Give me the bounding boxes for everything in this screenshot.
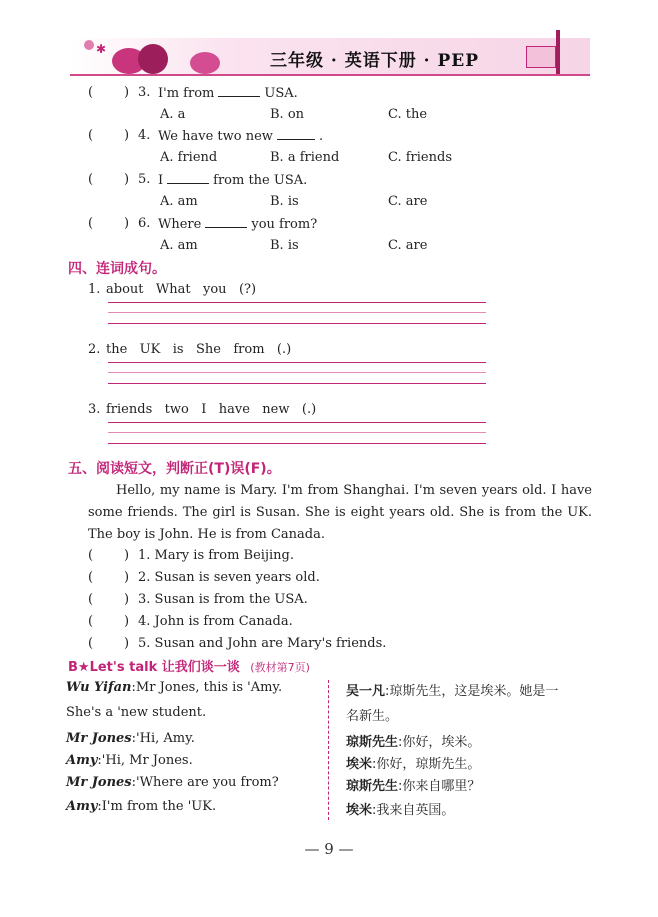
stem-part-b: USA. [264,86,298,101]
translation-separator: : [372,803,377,818]
question-number: 6. [138,216,151,231]
scramble-words: about What you (?) [106,282,257,297]
tree-icon [556,30,560,74]
translation-text: 你好，埃米。 [402,735,481,750]
dialogue-line [66,753,193,768]
answer-blank[interactable] [167,172,209,184]
answer-blank[interactable] [205,216,247,228]
translation-text: 你好，琼斯先生。 [376,757,481,772]
decor-blob-4 [84,40,94,50]
speaker-name: Mr Jones [66,731,132,746]
star-icon: ✱ [96,42,107,56]
option-a[interactable]: A. a [160,107,186,122]
translation-line [346,680,558,699]
speaker-separator: : [97,753,102,768]
writing-line[interactable] [108,312,486,313]
dialogue-text: 'Hi, Amy. [136,731,195,746]
scramble-number: 1. [88,282,101,297]
stem-part-b: . [318,129,324,144]
scramble-number: 3. [88,402,101,417]
stem-part-a: I'm from [158,86,215,101]
answer-paren-close[interactable]: ) [124,85,130,100]
dialogue-text: She's a 'new student. [66,705,207,720]
section5-title: 五、阅读短文，判断正(T)误(F)。 [68,461,281,477]
answer-paren-open[interactable]: ( [88,216,94,231]
speaker-separator: : [97,799,102,814]
option-b[interactable]: B. on [270,107,305,122]
tf-statement: 3. Susan is from the USA. [138,592,308,607]
translation-separator: : [372,757,377,772]
writing-line[interactable] [108,432,486,433]
translation-line [346,775,480,794]
translation-speaker: 埃米 [346,757,373,772]
translation-line [346,731,480,750]
translation-text: 名新生。 [346,709,399,724]
option-c[interactable]: C. are [388,194,428,209]
translation-line [346,753,480,772]
translation-separator: : [385,684,390,699]
option-c[interactable]: C. are [388,238,428,253]
tf-paren-open[interactable]: ( [88,614,94,629]
dialogue-divider [328,680,329,820]
writing-line[interactable] [108,302,486,303]
writing-line[interactable] [108,383,486,384]
translation-text: 琼斯先生，这是埃米。她是一 [389,684,559,699]
speaker-separator: : [131,680,136,695]
talk-title-text: B★Let's talk 让我们谈一谈 [68,660,240,675]
answer-paren-open[interactable]: ( [88,85,94,100]
tf-statement: 1. Mary is from Beijing. [138,548,294,563]
question-stem [158,216,317,232]
tf-paren-close[interactable]: ) [124,592,130,607]
answer-blank[interactable] [277,128,315,140]
option-a[interactable]: A. friend [160,150,218,165]
writing-line[interactable] [108,422,486,423]
tf-paren-close[interactable]: ) [124,548,130,563]
translation-separator: : [398,779,403,794]
option-c[interactable]: C. the [388,107,428,122]
translation-text: 你来自哪里？ [402,779,481,794]
writing-line[interactable] [108,443,486,444]
question-stem [158,85,298,101]
header-underline [70,74,590,76]
speaker-name: Amy [66,753,98,768]
answer-paren-close[interactable]: ) [124,172,130,187]
dialogue-text: I'm from the 'UK. [101,799,217,814]
speaker-separator: : [131,731,137,746]
page-number: — 9 — [304,840,354,858]
option-b[interactable]: B. a friend [270,150,340,165]
reading-passage: Hello, my name is Mary. I'm from Shanghai. I'm seven years old. I have some friends. The girl is Susan. She is eight years old. She is from the UK. The boy is John. He is from Canada. [88,483,592,542]
translation-text: 我来自英国。 [376,803,455,818]
option-c[interactable]: C. friends [388,150,452,165]
option-b[interactable]: B. is [270,238,299,253]
scramble-words: friends two I have new (.) [106,402,317,417]
translation-speaker: 埃米 [346,803,373,818]
dialogue-line [66,731,195,746]
tf-statement: 2. Susan is seven years old. [138,570,320,585]
tf-paren-open[interactable]: ( [88,548,94,563]
speaker-separator: : [131,775,137,790]
dialogue-line [66,775,279,790]
answer-blank[interactable] [218,85,260,97]
stem-part-b: you from? [251,217,318,232]
house-icon [526,46,556,68]
dialogue-text: 'Where are you from? [136,775,279,790]
writing-line[interactable] [108,372,486,373]
option-a[interactable]: A. am [160,238,198,253]
option-b[interactable]: B. is [270,194,299,209]
stem-part-a: Where [158,217,202,232]
tf-paren-close[interactable]: ) [124,614,130,629]
answer-paren-open[interactable]: ( [88,128,94,143]
question-number: 4. [138,128,151,143]
scramble-number: 2. [88,342,101,357]
tf-statement: 5. Susan and John are Mary's friends. [138,636,387,651]
dialogue-text: 'Hi, Mr Jones. [101,753,193,768]
tf-paren-open[interactable]: ( [88,570,94,585]
header-title: 三年级 · 英语下册 · PEP [270,51,480,71]
decor-blob-2 [138,44,168,74]
dialogue-line [66,799,216,814]
dialogue-line [66,680,282,695]
option-a[interactable]: A. am [160,194,198,209]
writing-line[interactable] [108,362,486,363]
question-number: 5. [138,172,151,187]
translation-line [346,799,454,818]
translation-separator: : [398,735,403,750]
answer-paren-open[interactable]: ( [88,172,94,187]
tf-paren-close[interactable]: ) [124,570,130,585]
speaker-name: Wu Yifan [66,680,132,695]
dialogue-text: Mr Jones, this is 'Amy. [135,680,283,695]
question-number: 3. [138,85,151,100]
talk-title [68,656,310,675]
answer-paren-close[interactable]: ) [124,128,130,143]
translation-speaker: 琼斯先生 [346,735,399,750]
tf-statement: 4. John is from Canada. [138,614,293,629]
stem-part-b: from the USA. [213,173,308,188]
translation-speaker: 琼斯先生 [346,779,399,794]
answer-paren-close[interactable]: ) [124,216,130,231]
tf-paren-open[interactable]: ( [88,636,94,651]
tf-paren-open[interactable]: ( [88,592,94,607]
speaker-name: Mr Jones [66,775,132,790]
section4-title: 四、连词成句。 [68,261,166,277]
dialogue-line [66,705,206,720]
talk-ref: (教材第7页) [250,661,310,674]
scramble-words: the UK is She from (.) [106,342,292,357]
writing-line[interactable] [108,323,486,324]
speaker-name: Amy [66,799,98,814]
stem-part-a: We have two new [158,129,273,144]
translation-line [346,705,398,724]
translation-speaker: 吴一凡 [346,684,386,699]
question-stem [158,172,307,188]
decor-blob-3 [190,52,220,74]
tf-paren-close[interactable]: ) [124,636,130,651]
stem-part-a: I [158,173,164,188]
question-stem [158,128,323,144]
